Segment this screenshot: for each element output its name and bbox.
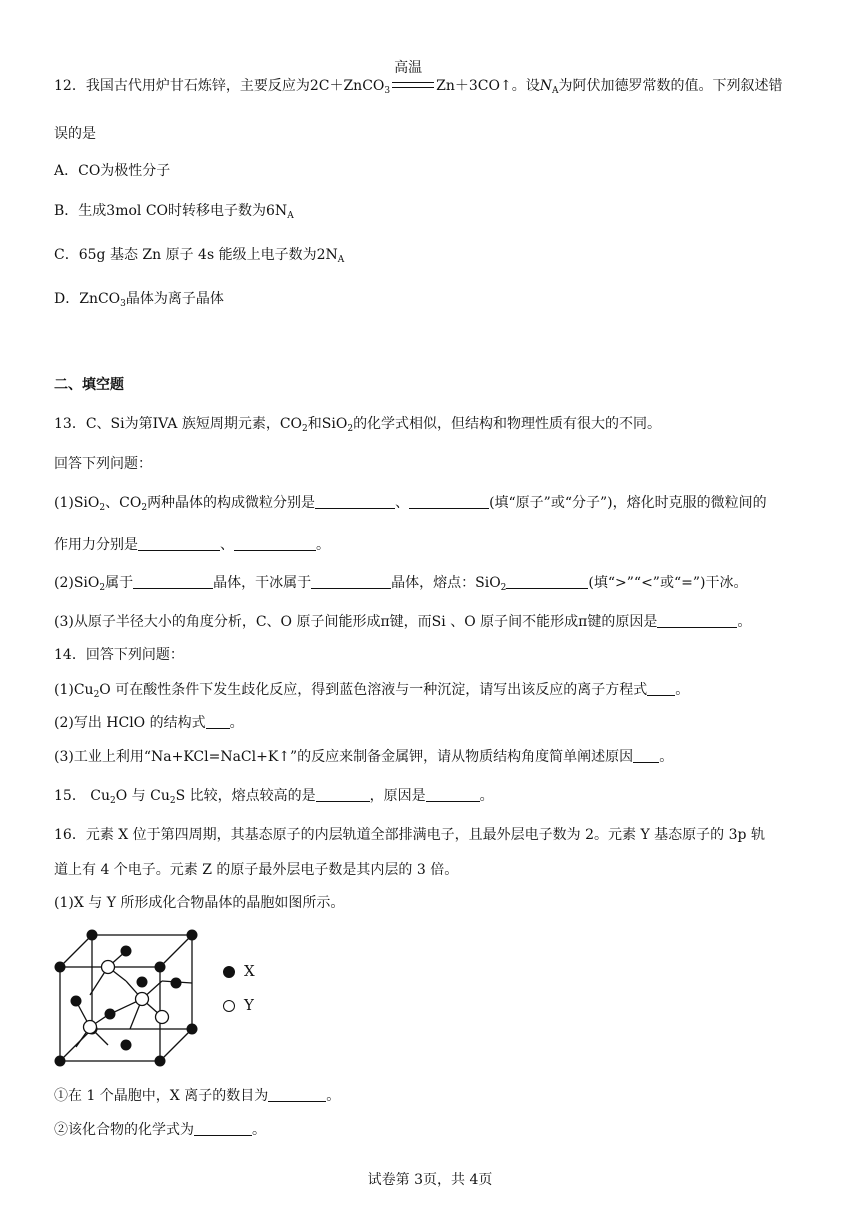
q13-text: (2)SiO	[54, 575, 100, 591]
q15-stem	[54, 786, 494, 811]
q14-text: 。	[659, 749, 674, 765]
answer-blank[interactable]	[311, 574, 391, 589]
q12-option-c	[54, 245, 344, 270]
answer-blank[interactable]	[506, 574, 588, 589]
option-text: D．ZnCO	[54, 291, 121, 307]
q13-part1-line2	[54, 535, 330, 555]
answer-blank[interactable]	[268, 1087, 326, 1102]
answer-blank[interactable]	[316, 787, 370, 802]
q13-text: 晶体，熔点：SiO	[391, 575, 501, 591]
answer-blank[interactable]	[234, 536, 316, 551]
q12-option-a: A．CO为极性分子	[54, 163, 171, 179]
subscript: 2	[169, 796, 176, 806]
q16-part1: (1)X 与 Y 所形成化合物晶体的晶胞如图所示。	[54, 895, 345, 911]
q16-sub2	[54, 1120, 266, 1140]
subscript: A	[337, 255, 345, 265]
q13-part1-line1	[54, 493, 767, 518]
option-text: 晶体为离子晶体	[125, 291, 224, 307]
q13-text: 的化学式相似，但结构和物理性质有很大的不同。	[353, 416, 662, 432]
q13-text: (1)SiO	[54, 495, 100, 511]
avogadro-symbol: N	[539, 78, 552, 94]
subscript: 2	[141, 503, 148, 513]
q14-part3	[54, 747, 673, 767]
q14-part1	[54, 680, 689, 705]
q12-text: 我国古代用炉甘石炼锌，主要反应为	[85, 78, 310, 94]
q15-text: S 比较，熔点较高的是	[175, 788, 316, 804]
q15-text: ，原因是	[369, 788, 426, 804]
q13-text: 两种晶体的构成微粒分别是	[147, 495, 316, 511]
q13-text: (3)从原子半径大小的角度分析，C、O 原子间能形成π键，而Si 、O 原子间不能形成π键的原因是	[54, 614, 658, 630]
q13-text: 13．C、Si为第IVA 族短周期元素，CO	[54, 416, 303, 432]
subscript: 2	[500, 583, 507, 593]
q14-part2	[54, 713, 244, 733]
section-heading: 二、填空题	[54, 377, 124, 393]
q16-text: ②该化合物的化学式为	[54, 1122, 194, 1138]
legend-x-marker	[223, 966, 235, 978]
option-text: B．生成3mol CO时转移电子数为6N	[54, 203, 288, 219]
q16-sub1	[54, 1086, 340, 1106]
subscript: A	[551, 86, 559, 96]
subscript: 2	[99, 583, 106, 593]
subscript: 2	[93, 690, 100, 700]
subscript: 3	[384, 86, 391, 96]
q12-stem-line1	[54, 60, 783, 101]
unit-cell-diagram	[46, 925, 206, 1070]
q13-text: 。	[316, 537, 330, 553]
q12-text: 。设	[511, 78, 540, 94]
q14-text: 。	[229, 715, 244, 731]
subscript: 2	[99, 503, 106, 513]
subscript: 2	[110, 796, 116, 806]
q14-text: 。	[675, 682, 690, 698]
subscript: 3	[120, 299, 126, 309]
q13-text: 和SiO	[307, 416, 348, 432]
answer-blank[interactable]	[657, 613, 737, 628]
answer-blank[interactable]	[315, 494, 395, 509]
q13-text: 作用力分别是	[54, 537, 138, 553]
page-footer: 试卷第 3页，共 4页	[367, 1172, 493, 1188]
answer-blank[interactable]	[426, 787, 480, 802]
answer-blank[interactable]	[194, 1121, 252, 1136]
q14-text: (1)Cu	[54, 682, 94, 698]
q16-stem-line1: 16．元素 X 位于第四周期，其基态原子的内层轨道全部排满电子，且最外层电子数为 2。元素 Y 基态原子的 3p 轨	[54, 827, 765, 843]
subscript: 2	[347, 424, 354, 434]
q15-text: O 与 Cu	[115, 788, 170, 804]
legend-y-label: Y	[244, 996, 254, 1014]
equation-right: Zn＋3CO↑	[436, 78, 512, 94]
q12-option-b	[54, 201, 294, 226]
q13-text: 。	[737, 614, 752, 630]
legend-x-label: X	[244, 962, 255, 980]
q13-part2	[54, 573, 747, 598]
q16-text: 。	[252, 1122, 266, 1138]
q12-stem-line2: 误的是	[54, 126, 96, 142]
answer-blank[interactable]	[647, 681, 675, 696]
q13-text: (填“原子”或“分子”)，熔化时克服的微粒间的	[489, 495, 767, 511]
q12-option-d	[54, 289, 224, 314]
answer-blank[interactable]	[633, 748, 659, 763]
q13-text: (填“>”“<”或“=”)干冰。	[588, 575, 748, 591]
option-text: C．65g 基态 Zn 原子 4s 能级上电子数为2N	[54, 247, 338, 263]
q16-text: 。	[326, 1088, 341, 1104]
q13-text: 晶体，干冰属于	[213, 575, 312, 591]
q14-text: (2)写出 HClO 的结构式	[54, 715, 206, 731]
q14-text: (3)工业上利用“Na+KCl=NaCl+K↑”的反应来制备金属钾，请从物质结构角度简单阐述原因	[54, 749, 634, 765]
answer-blank[interactable]	[409, 494, 489, 509]
q15-text: 15． Cu	[54, 788, 110, 804]
q12-text: 为阿伏加德罗常数的值。下列叙述错	[558, 78, 783, 94]
q14-text: O 可在酸性条件下发生歧化反应，得到蓝色溶液与一种沉淀，请写出该反应的离子方程式	[99, 682, 648, 698]
q13-instruction: 回答下列问题：	[54, 456, 152, 472]
reaction-condition: 高温	[394, 60, 423, 76]
question-number: 12．	[54, 78, 86, 94]
subscript: 2	[302, 424, 308, 434]
answer-blank[interactable]	[138, 536, 220, 551]
q15-text: 。	[479, 788, 494, 804]
q13-text: 、	[220, 537, 234, 553]
q13-text: 属于	[105, 575, 134, 591]
q13-text: 、	[395, 495, 410, 511]
answer-blank[interactable]	[206, 714, 230, 729]
q13-stem	[54, 414, 661, 439]
subscript: A	[287, 211, 294, 221]
q13-text: 、CO	[105, 495, 142, 511]
legend-y-marker	[223, 1000, 235, 1012]
q13-part3	[54, 612, 751, 632]
q16-stem-line2: 道上有 4 个电子。元素 Z 的原子最外层电子数是其内层的 3 倍。	[54, 862, 459, 878]
equation-left: 2C＋ZnCO	[309, 78, 385, 94]
q16-text: ①在 1 个晶胞中，X 离子的数目为	[54, 1088, 269, 1104]
answer-blank[interactable]	[133, 574, 213, 589]
reaction-arrow	[390, 60, 436, 96]
q14-stem: 14．回答下列问题：	[54, 647, 184, 663]
